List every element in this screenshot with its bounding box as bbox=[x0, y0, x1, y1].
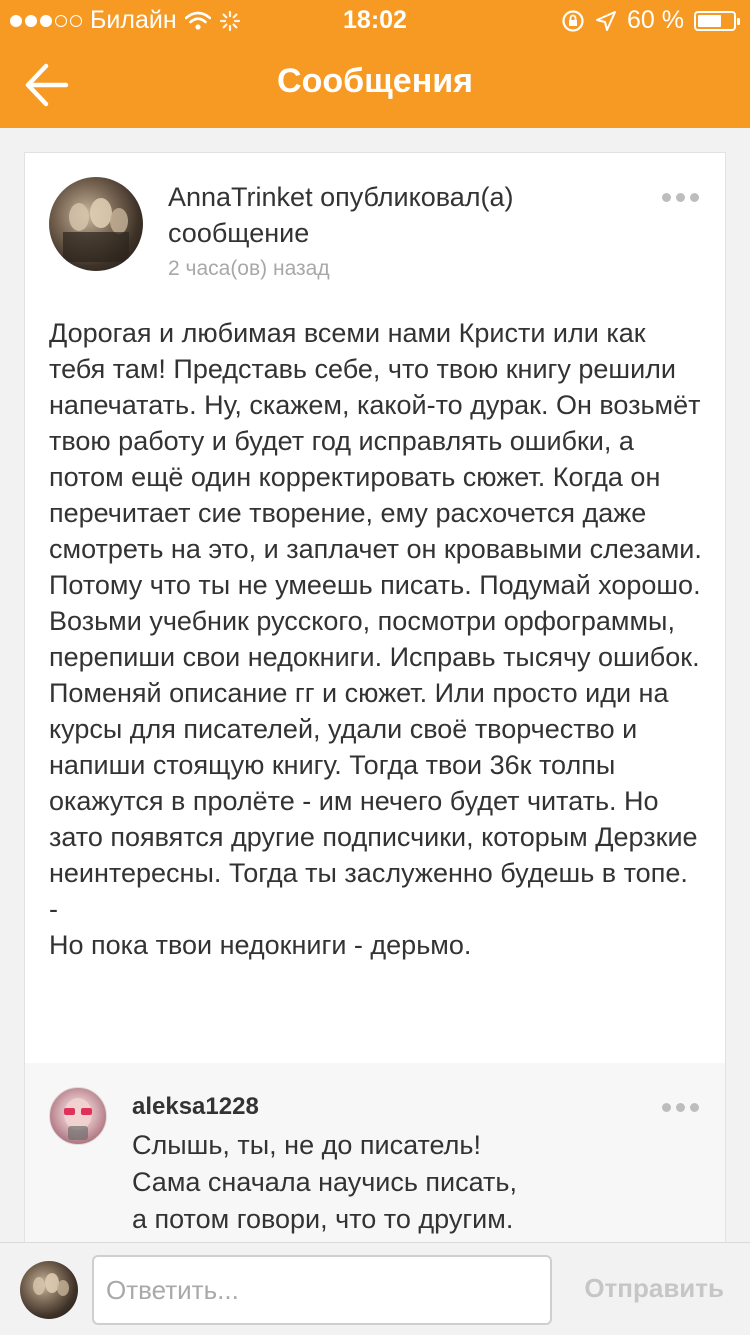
location-arrow-icon bbox=[595, 10, 617, 32]
status-bar bbox=[0, 0, 750, 40]
post-header bbox=[168, 179, 638, 251]
carrier-label: Билайн bbox=[90, 6, 177, 34]
avatar-image bbox=[50, 1088, 106, 1144]
post-author-avatar[interactable] bbox=[49, 177, 143, 271]
reply-input[interactable] bbox=[92, 1255, 552, 1325]
post-body-text: Дорогая и любимая всеми нами Кристи или как тебя там! Представь себе, что твою книгу решили напечатать. Ну, скажем, какой-то дурак. Он возьмёт твою работу и будет год исправлять ошибки, а потом ещё один корректировать сюжет. Когда он перечитает сие творение, ему расхочется даже смотреть на это, и заплачет он кровавыми слезами. Потому что ты не умеешь писать. Подумай хорошо. Возьми учебник русского, посмотри орфограммы, перепиши свои недокниги. Исправь тысячу ошибок. Поменяй описание гг и сюжет. Или просто иди на курсы для писателей, удали своё творчество и напиши стоящую книгу. Тогда твои 36к толпы окажутся в пролёте - им нечего будет читать. Но зато появятся другие подписчики, которым Дерзкие неинтересны. Тогда ты заслуженно будешь в топе. - Но пока твои недокниги - дерьмо. bbox=[49, 318, 702, 960]
battery-icon bbox=[694, 11, 736, 31]
avatar-image bbox=[49, 177, 143, 271]
comment-text: Слышь, ты, не до писатель! Сама сначала научись писать, а потом говори, что то другим. bbox=[132, 1130, 517, 1234]
comment-author-name[interactable]: aleksa1228 bbox=[132, 1093, 259, 1120]
post-timestamp: 2 часа(ов) назад bbox=[168, 257, 330, 280]
current-user-avatar bbox=[20, 1261, 78, 1319]
top-bar bbox=[0, 0, 750, 128]
post-action-text: опубликовал(а) сообщение bbox=[168, 182, 514, 248]
status-time: 18:02 bbox=[343, 6, 407, 34]
reply-bar bbox=[0, 1242, 750, 1335]
post-author-name[interactable]: AnnaTrinket bbox=[168, 182, 313, 212]
battery-percent: 60 % bbox=[627, 6, 684, 34]
message-card bbox=[24, 152, 726, 1252]
send-button[interactable]: Отправить bbox=[584, 1273, 724, 1303]
comment-more-options-icon[interactable] bbox=[659, 1103, 699, 1115]
comment-author-avatar[interactable] bbox=[49, 1087, 107, 1145]
post-more-options-icon[interactable] bbox=[659, 193, 699, 205]
page-title: Сообщения bbox=[277, 62, 473, 100]
avatar-image bbox=[20, 1261, 78, 1319]
rotation-lock-icon bbox=[561, 9, 585, 33]
comment-item bbox=[25, 1063, 725, 1253]
status-right bbox=[561, 6, 736, 35]
